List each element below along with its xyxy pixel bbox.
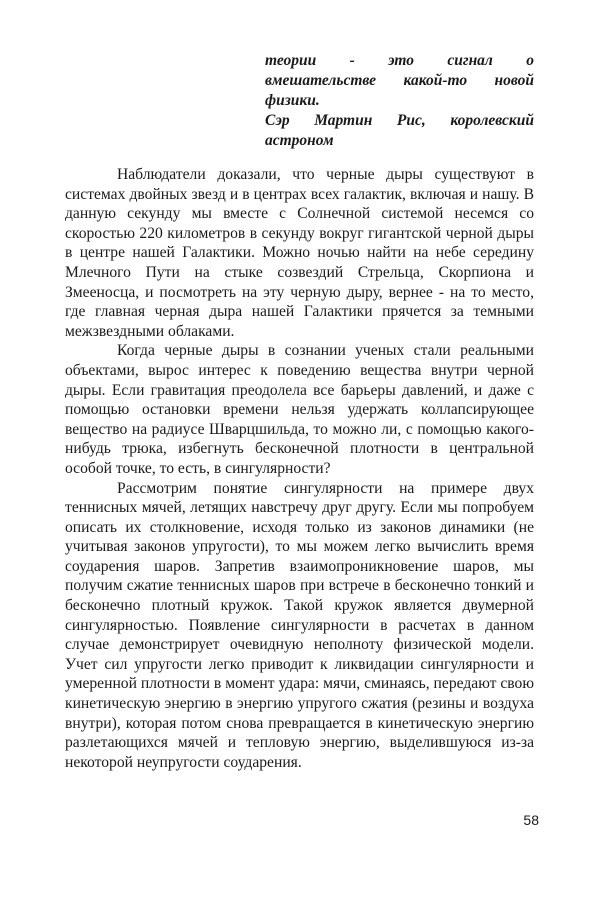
epigraph-attribution-line: астроном: [265, 132, 334, 149]
paragraph: Наблюдатели доказали, что черные дыры существуют в системах двойных звезд и в центрах всех галактик, включая и нашу. В данную секунду мы вместе с Солнечной системой несемся со скоростью 220 километров в секунду вокруг гигантской черной дыры в центре нашей Галактики. Можно ночью найти на небе середину Млечного Пути на стыке созвездий Стрельца, Скорпиона и Змееносца, и посмотреть на эту черную дыру, вернее - на то место, где главная черная дыра нашей Галактики прячется за темными межзвездными облаками.: [65, 166, 534, 340]
paragraph: Когда черные дыры в сознании ученых стали реальными объектами, вырос интерес к поведению вещества внутри черной дыры. Если гравитация преодолела все барьеры давлений, и даже с помощью остановки времени нельзя удержать коллапсирующее вещество на радиусе Шварцшильда, то можно ли, с помощью какого-нибудь трюка, избегнуть бесконечной плотности в центральной особой точке, то есть, в сингулярности?: [65, 342, 534, 477]
epigraph-quote-line: теории - это сигнал о: [265, 52, 534, 69]
page-number: 58: [523, 812, 539, 828]
epigraph-attribution: [265, 111, 534, 151]
epigraph-quote: [265, 51, 534, 111]
epigraph: [265, 51, 534, 151]
paragraph: Рассмотрим понятие сингулярности на примере двух теннисных мячей, летящих навстречу друг другу. Если мы попробуем описать их столкновение, исходя только из законов динамики (не учитывая законов упругости), то мы можем легко вычислить время соударения шаров. Запретив взаимопроникновение шаров, мы получим сжатие теннисных шаров при встрече в бесконечно тонкий и бесконечно плотный кружок. Такой кружок является двумерной сингулярностью. Появление сингулярности в расчетах в данном случае демонстрирует очевидную неполноту физической модели. Учет сил упругости легко приводит к ликвидации сингулярности и умеренной плотности в момент удара: мячи, сминаясь, передают свою кинетическую энергию в энергию упругого сжатия (резины и воздуха внутри), которая потом снова превращается в кинетическую энергию разлетающихся мячей и тепловую энергию, выделившуюся из-за некоторой неупругости соударения.: [65, 479, 534, 771]
epigraph-attribution-line: Сэр Мартин Рис, королевский: [265, 112, 534, 129]
body-text: [65, 165, 534, 772]
epigraph-quote-line: вмешательстве какой-то новой: [265, 72, 534, 89]
epigraph-quote-line: физики.: [265, 92, 320, 109]
